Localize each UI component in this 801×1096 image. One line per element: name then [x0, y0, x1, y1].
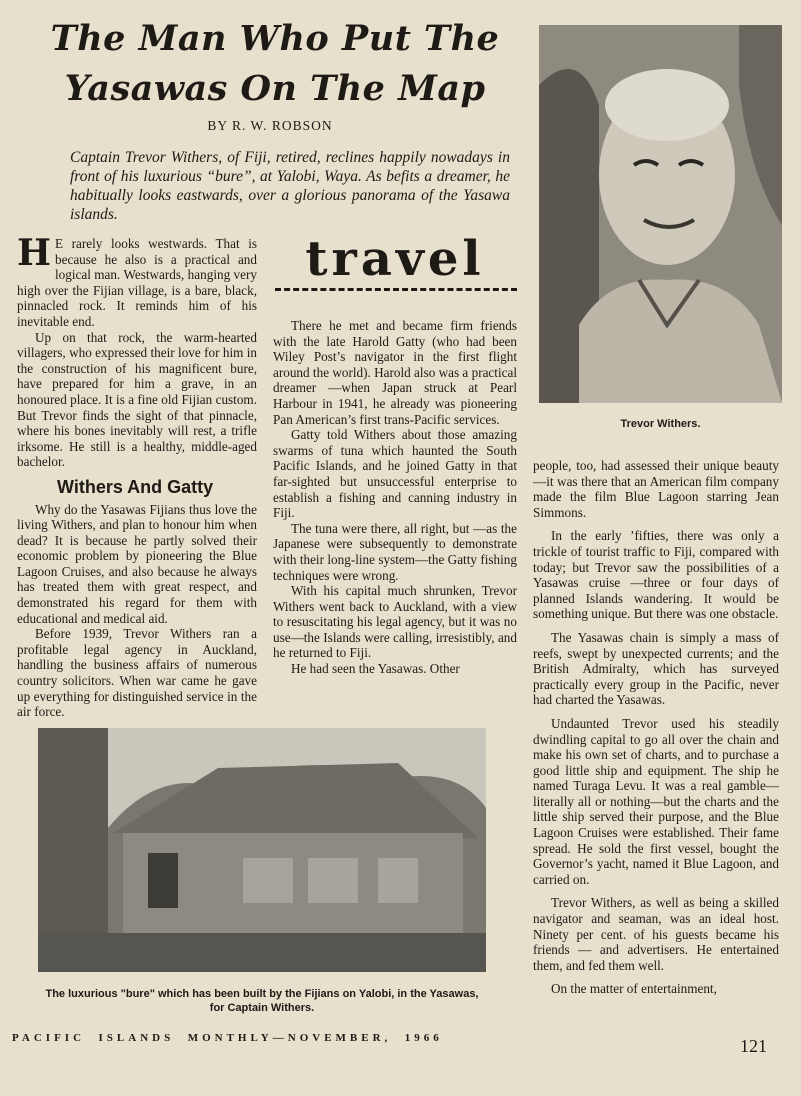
paragraph: [17, 232, 257, 330]
column-middle: [273, 318, 517, 677]
page-footer: PACIFIC ISLANDS MONTHLY—NOVEMBER, 1966: [12, 1032, 443, 1044]
paragraph: There he met and became firm friends with the late Harold Gatty (who had been Wiley Post’s navigator in the first flight around the world). Harold also was a practical dreamer —when Japan struck at Pearl Harbour in 1941, he already was pioneering Pan American’s first trans-Pacific services.: [273, 318, 517, 427]
title-line-1: The Man Who Put The: [50, 18, 500, 59]
paragraph: He had seen the Yasawas. Other: [291, 661, 460, 677]
column-left: [17, 232, 257, 720]
page-number: 121: [740, 1036, 767, 1056]
paragraph: On the matter of entertainment,: [551, 981, 717, 997]
intro-paragraph: Captain Trevor Withers, of Fiji, retired, reclines happily nowadays in front of his luxurious “bure”, at Yalobi, Waya. As befits a dreamer, he habitually looks eastwards, over a glorious panorama of the Yasawa islands.: [70, 149, 510, 223]
section-heading-travel: travel: [305, 231, 485, 287]
portrait-caption: Trevor Withers.: [620, 418, 701, 430]
article-title: [40, 14, 510, 114]
bure-photo: [38, 728, 486, 972]
section-subhead: Withers And Gatty: [57, 476, 214, 497]
paragraph: people, too, had assessed their unique beauty—it was there that an American film company made the film Blue Lagoon starring Jean Simmons.: [533, 458, 779, 520]
drop-cap: H: [17, 232, 52, 274]
byline: BY R. W. ROBSON: [207, 118, 333, 133]
title-line-2: Yasawas On The Map: [64, 68, 486, 109]
paragraph: Gatty told Withers about those amazing swarms of tuna which haunted the South Pacific Islands, and he joined Gatty in that far-sighted but unsuccessful enterprise to establish a fishing and canning industry in Fiji.: [273, 427, 517, 521]
paragraph: Trevor Withers, as well as being a skilled navigator and seaman, was an ideal host. Ninety per cent. of his guests became his friends — and advertisers. He entertained them, and fed them well.: [533, 895, 779, 973]
paragraph: Before 1939, Trevor Withers ran a profitable legal agency in Auckland, handling the business affairs of numerous country solicitors. When war came he gave up everything for distinguished service in the air force.: [17, 626, 257, 720]
paragraph: The tuna were there, all right, but —as the Japanese were subsequently to demonstrate with their long-line system—the Gatty fishing techniques were wrong.: [273, 520, 517, 583]
portrait-photo: [539, 25, 782, 403]
paragraph: Undaunted Trevor used his steadily dwindling capital to go all over the chain and make his own set of charts, and to purchase a good little ship and equipment. The ship he named Turaga Levu. It was a real gamble—literally all or nothing—but the charts and the little ship served their purpose, and the Blue Lagoon Cruises were established. Their fame spread. He sold the first vessel, bought the Governor’s yacht, named it Blue Lagoon, and carried on.: [533, 715, 779, 887]
paragraph: Why do the Yasawas Fijians thus love the living Withers, and plan to honour him when dead? It is because he partly solved their economic problem by pioneering the Blue Lagoon Cruises, and also because he always has treated them with great respect, and demonstrated his regard for them with educational and medical aid.: [17, 501, 257, 626]
bure-caption: The luxurious "bure" which has been built by the Fijians on Yalobi, in the Yasawas, for Captain Withers.: [45, 988, 479, 1014]
paragraph: Up on that rock, the warm-hearted villagers, who expressed their love for him in the construction of his magnificent bure, have prepared for him a grave, in an honoured place. It is a fine old Fijian custom. But Trevor finds the sight of that pinnacle, where his bones inevitably will rest, a trifle irksome. He still is a healthy, middle-aged bachelor.: [17, 329, 257, 470]
paragraph: The Yasawas chain is simply a mass of reefs, swept by unexpected currents; and the British Admiralty, which has surveyed practically every group in the Pacific, never had charted the Yasawas.: [533, 629, 779, 708]
dashed-rule: [275, 288, 517, 291]
paragraph: With his capital much shrunken, Trevor Withers went back to Auckland, with a view to resuscitating his legal agency, but it was no use—the Islands were calling, irresistibly, and he returned to Fiji.: [273, 583, 517, 661]
paragraph: In the early ’fifties, there was only a trickle of tourist traffic to Fiji, compared with today; but Trevor saw the possibilities of a Yasawas cruise —three or four days of planned Islands wandering. It would be something unique. But there was one obstacle.: [533, 528, 779, 622]
paragraph-text: E rarely looks westwards. That is because he also is a practical and logical man. Westwards, hanging very high over the Fijian village, is a bare, black, pinnacled rock. It reminds him of his inevitable end.: [17, 236, 257, 329]
column-right: [533, 458, 779, 997]
